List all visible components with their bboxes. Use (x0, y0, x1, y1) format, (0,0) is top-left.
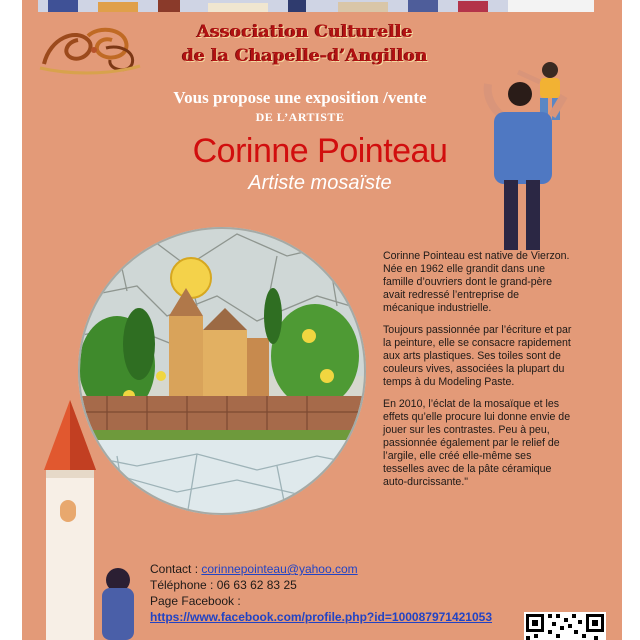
woman-illustration (96, 566, 140, 640)
bio-paragraph: En 2010, l’éclat de la mosaïque et les effets qu’elle procure lui donne envie de jouer sur les contrastes. Peu à peu, passionnée également par le relief de l’argile, elle créé elle-même ses tesselles avec de la pâte céramique auto-durcissante." (383, 398, 571, 488)
facebook-label: Page Facebook : (150, 594, 241, 608)
association-logo (36, 18, 146, 83)
page-margin-right (622, 0, 640, 640)
bio-paragraph: Toujours passionnée par l’écriture et par la peinture, elle se consacre rapidement aux arts plastiques. Ses toiles sont de couleurs vives, associées la plupart du temps à du Modeling Paste. (383, 324, 572, 388)
artist-biography (383, 250, 573, 498)
artist-label: DE L’ARTISTE (255, 110, 345, 124)
contact-label: Contact : (150, 562, 199, 576)
contact-row (150, 561, 530, 577)
artist-name: Corinne Pointeau (192, 132, 448, 170)
top-banner-illustration (38, 0, 594, 12)
mosaic-artwork-image (77, 226, 367, 521)
facebook-link[interactable]: https://www.facebook.com/profile.php?id=100087971421053 (150, 610, 493, 624)
exhibition-announcement: Vous propose une exposition /vente (173, 88, 427, 107)
qr-code[interactable] (524, 612, 606, 640)
association-name-line2: de la Chapelle-d’Angillon (182, 46, 428, 66)
artist-role: Artiste mosaïste (248, 172, 392, 194)
page-margin-left (0, 0, 22, 640)
man-carrying-child-illustration (478, 56, 578, 261)
bio-paragraph: Corinne Pointeau est native de Vierzon. Née en 1962 elle grandit dans une famille d’ouvriers dont le grand-père avait redressé l’entreprise de mécanique industrielle. (383, 250, 570, 314)
phone-number: Téléphone : 06 63 62 83 25 (150, 578, 297, 592)
contact-email-link[interactable]: corinnepointeau@yahoo.com (201, 562, 358, 576)
association-name-line1: Association Culturelle (197, 22, 413, 42)
contact-block (150, 561, 530, 625)
